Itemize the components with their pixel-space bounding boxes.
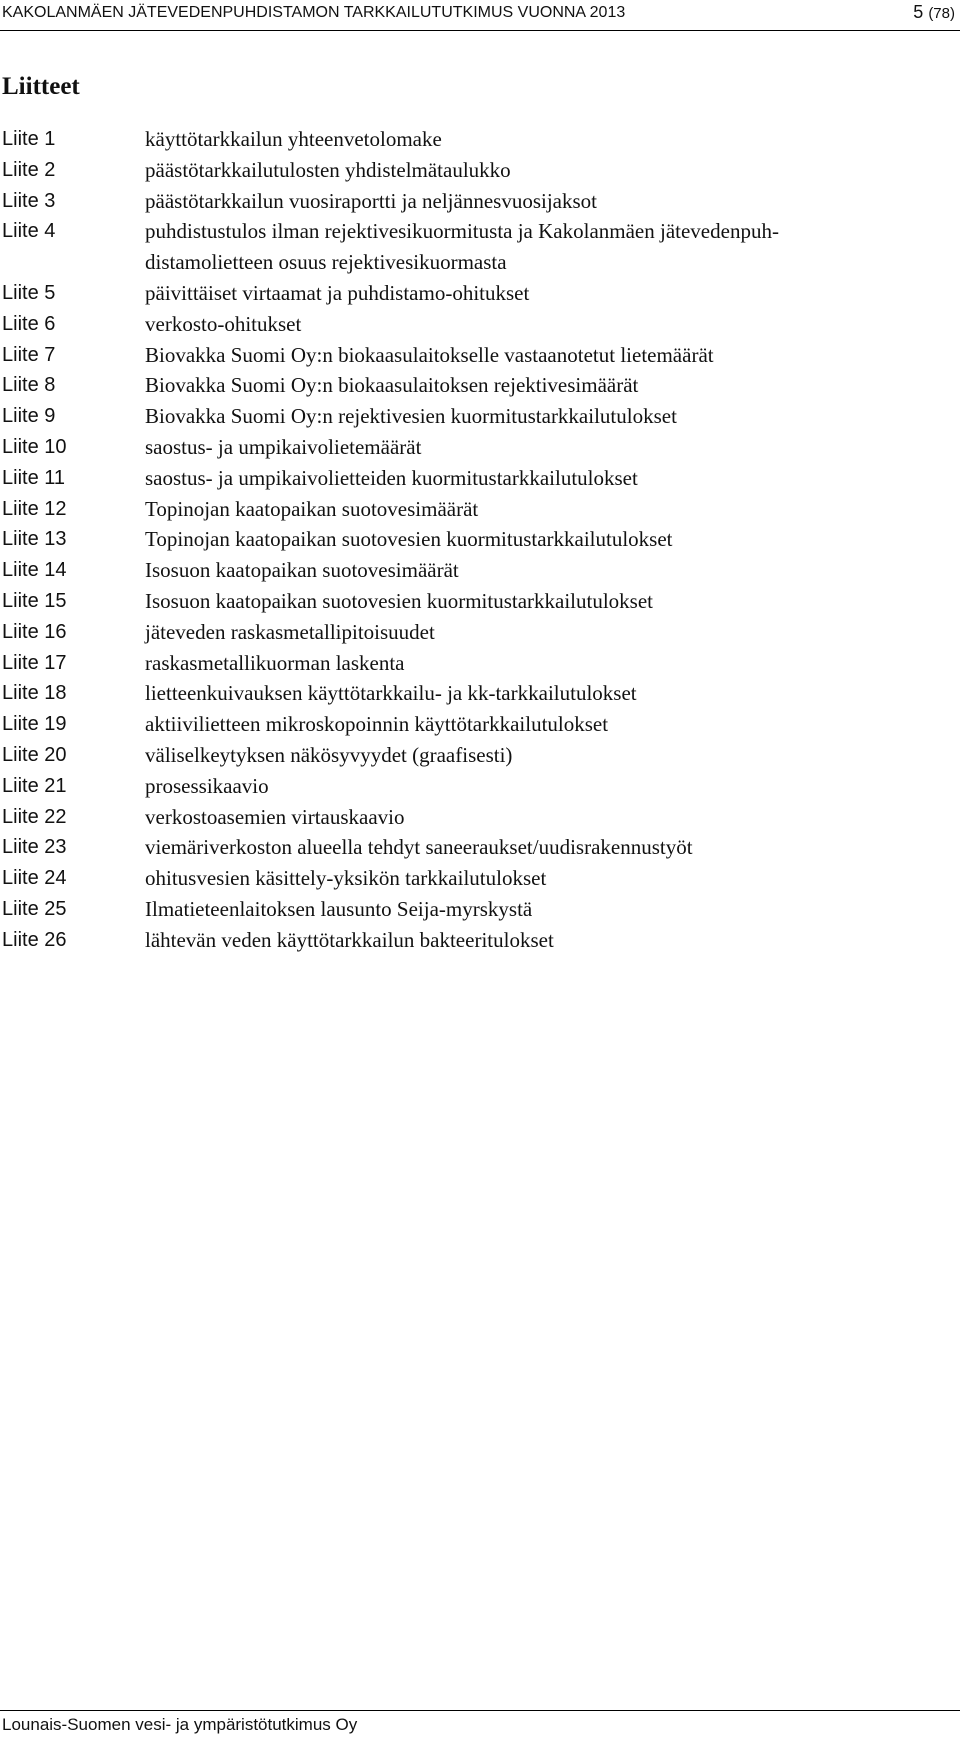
appendix-item [0,925,960,956]
appendix-item [0,617,960,648]
page-number-total: (78) [928,5,955,22]
appendix-description [145,678,960,709]
appendix-description-line: Ilmatieteenlaitoksen lausunto Seija-myrskystä [145,896,533,921]
appendix-description-line: prosessikaavio [145,773,269,798]
appendix-description-line: Topinojan kaatopaikan suotovesimäärät [145,496,479,521]
appendix-item [0,802,960,833]
appendix-description-line: Isosuon kaatopaikan suotovesien kuormitustarkkailutulokset [145,588,653,613]
appendix-item [0,309,960,340]
appendix-number: Liite 23 [2,836,67,859]
appendix-item [0,494,960,525]
appendix-number: Liite 18 [2,682,67,705]
page-number-current: 5 [913,2,924,22]
appendix-number: Liite 6 [2,312,56,335]
page-number [913,2,955,23]
appendix-description-line: Biovakka Suomi Oy:n biokaasulaitokselle vastaanotetut lietemäärät [145,342,714,367]
appendix-description [145,894,960,925]
appendix-item [0,155,960,186]
appendix-description [145,155,960,186]
page-footer [0,1710,960,1735]
appendix-description-line: Topinojan kaatopaikan suotovesien kuormitustarkkailutulokset [145,527,673,552]
appendix-list [0,124,960,956]
appendix-number: Liite 1 [2,128,56,150]
appendix-number: Liite 24 [2,867,67,890]
appendix-number: Liite 14 [2,559,67,582]
appendix-description [145,586,960,617]
appendix-number: Liite 11 [2,466,66,489]
appendix-description-line: päästötarkkailutulosten yhdistelmätaulukko [145,157,511,182]
appendix-description-line: verkosto-ohitukset [145,311,302,336]
appendix-description [145,740,960,771]
appendix-description [145,555,960,586]
appendix-number: Liite 13 [2,528,67,551]
appendix-number: Liite 26 [2,928,67,951]
appendix-item [0,463,960,494]
appendix-description [145,709,960,740]
appendix-item [0,124,960,155]
appendix-number: Liite 21 [2,774,67,797]
appendix-number: Liite 4 [2,220,56,243]
appendix-description [145,370,960,401]
appendix-description [145,648,960,679]
appendix-description [145,278,960,309]
appendix-description-line: lietteenkuivauksen käyttötarkkailu- ja kk-tarkkailutulokset [145,681,637,706]
appendix-description-line: aktiivilietteen mikroskopoinnin käyttötarkkailutulokset [145,712,609,737]
appendix-description [145,617,960,648]
appendix-description [145,863,960,894]
appendix-description-line: puhdistustulos ilman rejektivesikuormitusta ja Kakolanmäen jätevedenpuh- [145,219,779,244]
section-title: Liitteet [2,73,80,100]
appendix-item [0,709,960,740]
appendix-description-line: Biovakka Suomi Oy:n rejektivesien kuormitustarkkailutulokset [145,404,677,429]
appendix-number: Liite 15 [2,589,67,612]
appendix-item [0,278,960,309]
appendix-item [0,586,960,617]
appendix-number: Liite 12 [2,497,67,520]
appendix-description-line: distamolietteen osuus rejektivesikuormasta [145,250,507,275]
appendix-description [145,771,960,802]
page-header [0,0,960,31]
appendix-description-line: raskasmetallikuorman laskenta [145,650,405,675]
appendix-number: Liite 16 [2,620,67,643]
appendix-description [145,401,960,432]
appendix-number: Liite 2 [2,158,56,181]
appendix-description-line: Isosuon kaatopaikan suotovesimäärät [145,558,459,583]
appendix-item [0,186,960,217]
appendix-item [0,524,960,555]
appendix-description-line: ohitusvesien käsittely-yksikön tarkkailutulokset [145,866,547,891]
appendix-description [145,432,960,463]
appendix-description [145,802,960,833]
appendix-item [0,771,960,802]
appendix-description-line: viemäriverkoston alueella tehdyt saneeraukset/uudisrakennustyöt [145,835,693,860]
appendix-item [0,216,960,278]
appendix-number: Liite 25 [2,897,67,920]
appendix-description [145,216,960,278]
appendix-number: Liite 17 [2,651,67,674]
appendix-number: Liite 20 [2,743,67,766]
appendix-description [145,832,960,863]
appendix-item [0,894,960,925]
appendix-description-line: jäteveden raskasmetallipitoisuudet [145,619,435,644]
footer-organization: Lounais-Suomen vesi- ja ympäristötutkimus Oy [2,1715,358,1734]
document-title: KAKOLANMÄEN JÄTEVEDENPUHDISTAMON TARKKAILUTUTKIMUS VUONNA 2013 [2,4,626,21]
appendix-description [145,309,960,340]
appendix-description [145,494,960,525]
appendix-number: Liite 3 [2,189,56,212]
appendix-number: Liite 19 [2,713,67,736]
appendix-description-line: lähtevän veden käyttötarkkailun bakteeritulokset [145,927,554,952]
appendix-item [0,863,960,894]
appendix-item [0,648,960,679]
appendix-description-line: saostus- ja umpikaivolietemäärät [145,434,422,459]
appendix-description [145,124,960,155]
appendix-description-line: päästötarkkailun vuosiraportti ja neljännesvuosijaksot [145,188,597,213]
appendix-number: Liite 22 [2,805,67,828]
appendix-item [0,340,960,371]
appendix-number: Liite 8 [2,374,56,397]
appendix-description [145,524,960,555]
appendix-description [145,463,960,494]
appendix-description-line: verkostoasemien virtauskaavio [145,804,405,829]
appendix-item [0,740,960,771]
appendix-description [145,340,960,371]
appendix-description-line: Biovakka Suomi Oy:n biokaasulaitoksen rejektivesimäärät [145,373,639,398]
appendix-description-line: väliselkeytyksen näkösyvyydet (graafisesti) [145,742,513,767]
appendix-item [0,555,960,586]
appendix-item [0,432,960,463]
appendix-description [145,925,960,956]
appendix-number: Liite 5 [2,281,56,304]
appendix-item [0,832,960,863]
appendix-number: Liite 9 [2,405,56,428]
appendix-description-line: päivittäiset virtaamat ja puhdistamo-ohitukset [145,280,530,305]
appendix-description-line: saostus- ja umpikaivolietteiden kuormitustarkkailutulokset [145,465,638,490]
appendix-description [145,186,960,217]
appendix-item [0,678,960,709]
appendix-number: Liite 10 [2,435,67,458]
appendix-item [0,370,960,401]
appendix-number: Liite 7 [2,343,56,366]
appendix-description-line: käyttötarkkailun yhteenvetolomake [145,127,442,151]
appendix-item [0,401,960,432]
